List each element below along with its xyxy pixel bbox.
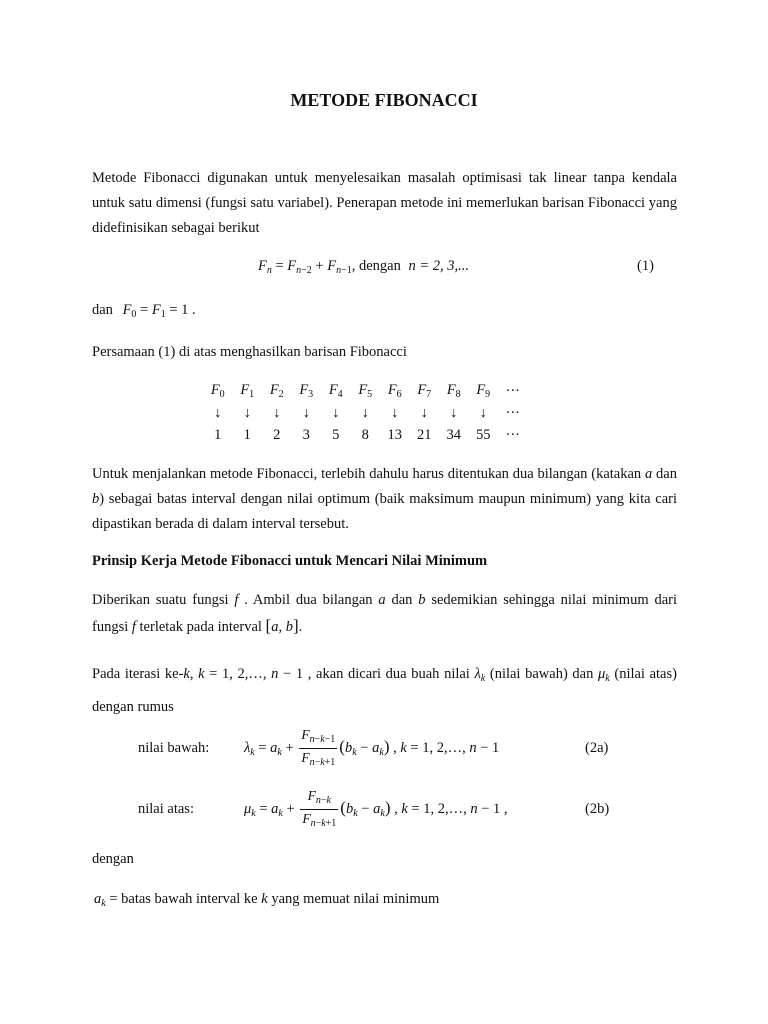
eq1-dengan: , dengan (351, 258, 401, 274)
page-title: METODE FIBONACCI (290, 90, 478, 110)
interval-paragraph: Untuk menjalankan metode Fibonacci, terlebih dahulu harus ditentukan dua bilangan (katakan a dan b) sebagai batas interval dengan nilai optimum (baik maksimum maupun minimum) yang kita cari dipastikan berada di dalam interval tersebut. (92, 466, 677, 532)
sequence-arrow: ↓ (332, 404, 340, 421)
section-heading: Prinsip Kerja Metode Fibonacci untuk Mencari Nilai Minimum (92, 553, 488, 569)
iteration-paragraph: Pada iterasi ke-k, k = 1, 2,…, n − 1 , akan dicari dua buah nilai $\lambda_k$ (nilai bawah) dan $\mu_k$ (nilai atas) dengan rumus (92, 666, 677, 715)
sequence-ellipsis: ··· (505, 404, 520, 421)
equation-2a: $\lambda_k = a_k$ + $\frac{F_{n-k-1}}{F_{n-k+1}}$ $(b_k - a_k)$ , k = 1, 2,…, n − 1 (244, 727, 500, 768)
sequence-term: $F_7$ (417, 382, 432, 400)
sequence-term: $F_0$ (210, 382, 225, 400)
eq1-range: n = 2, 3,... (408, 258, 470, 274)
sequence-arrow: ↓ (361, 404, 369, 421)
sequence-value: 3 (302, 426, 310, 443)
sequence-ellipsis: ··· (505, 426, 520, 443)
sequence-value: 1 (214, 426, 222, 443)
sequence-value: 8 (361, 426, 369, 443)
equation-1-label: (1) (637, 258, 654, 274)
initial-prefix: dan (92, 302, 113, 318)
sequence-value: 13 (387, 426, 402, 443)
eq2b-number: (2b) (585, 801, 610, 817)
given-paragraph: Diberikan suatu fungsi f . Ambil dua bilangan a dan b sedemikian sehingga nilai minimum dari fungsi f terletak pada interval [a, b]. (92, 592, 677, 635)
sequence-term: $F_5$ (358, 382, 373, 400)
eq2a-number: (2a) (585, 740, 609, 756)
sequence-value: 21 (417, 426, 432, 443)
sequence-term: $F_9$ (476, 382, 491, 400)
sequence-arrow: ↓ (391, 404, 399, 421)
sequence-value: 1 (243, 426, 251, 443)
eq2b-label: nilai atas: (138, 801, 194, 817)
intro-paragraph: Metode Fibonacci digunakan untuk menyelesaikan masalah optimisasi tak linear tanpa kendala untuk satu dimensi (fungsi satu variabel). Penerapan metode ini memerlukan barisan Fibonacci yang didefinisikan sebagai berikut (92, 170, 677, 236)
sequence-term: $F_8$ (446, 382, 461, 400)
sequence-intro: Persamaan (1) di atas menghasilkan barisan Fibonacci (92, 344, 407, 360)
dengan-text: dengan (92, 851, 134, 867)
sequence-value: 5 (332, 426, 340, 443)
eq2a-label: nilai bawah: (138, 740, 210, 756)
sequence-term: $F_3$ (299, 382, 314, 400)
sequence-value: 34 (446, 426, 461, 443)
fibonacci-sequence-table (203, 380, 528, 446)
sequence-term: $F_2$ (269, 382, 284, 400)
sequence-term: $F_6$ (387, 382, 402, 400)
sequence-arrow: ↓ (450, 404, 458, 421)
sequence-value: 55 (476, 426, 491, 443)
initial-condition: dan $F_0 = F_1 = 1$ . (92, 302, 196, 320)
sequence-arrow: ↓ (214, 404, 222, 421)
sequence-term: $F_1$ (240, 382, 255, 400)
equation-2b: $\mu_k = a_k$ + $\frac{F_{n-k}}{F_{n-k+1}}$ $(b_k - a_k)$ , k = 1, 2,…, n − 1 , (244, 788, 508, 829)
equation-1: $F_n = F_{n-2} + F_{n-1}$, dengan n = 2, 3,... (258, 258, 470, 276)
initial-end: = 1 . (169, 302, 196, 318)
sequence-arrow: ↓ (479, 404, 487, 421)
sequence-term: $F_4$ (328, 382, 343, 400)
sequence-arrow: ↓ (302, 404, 310, 421)
definition-ak: $a_k$ = batas bawah interval ke k yang memuat nilai minimum (94, 891, 440, 909)
sequence-arrow: ↓ (273, 404, 281, 421)
sequence-arrow: ↓ (243, 404, 251, 421)
sequence-ellipsis: ··· (505, 382, 520, 399)
sequence-value: 2 (273, 426, 281, 443)
sequence-arrow: ↓ (420, 404, 428, 421)
